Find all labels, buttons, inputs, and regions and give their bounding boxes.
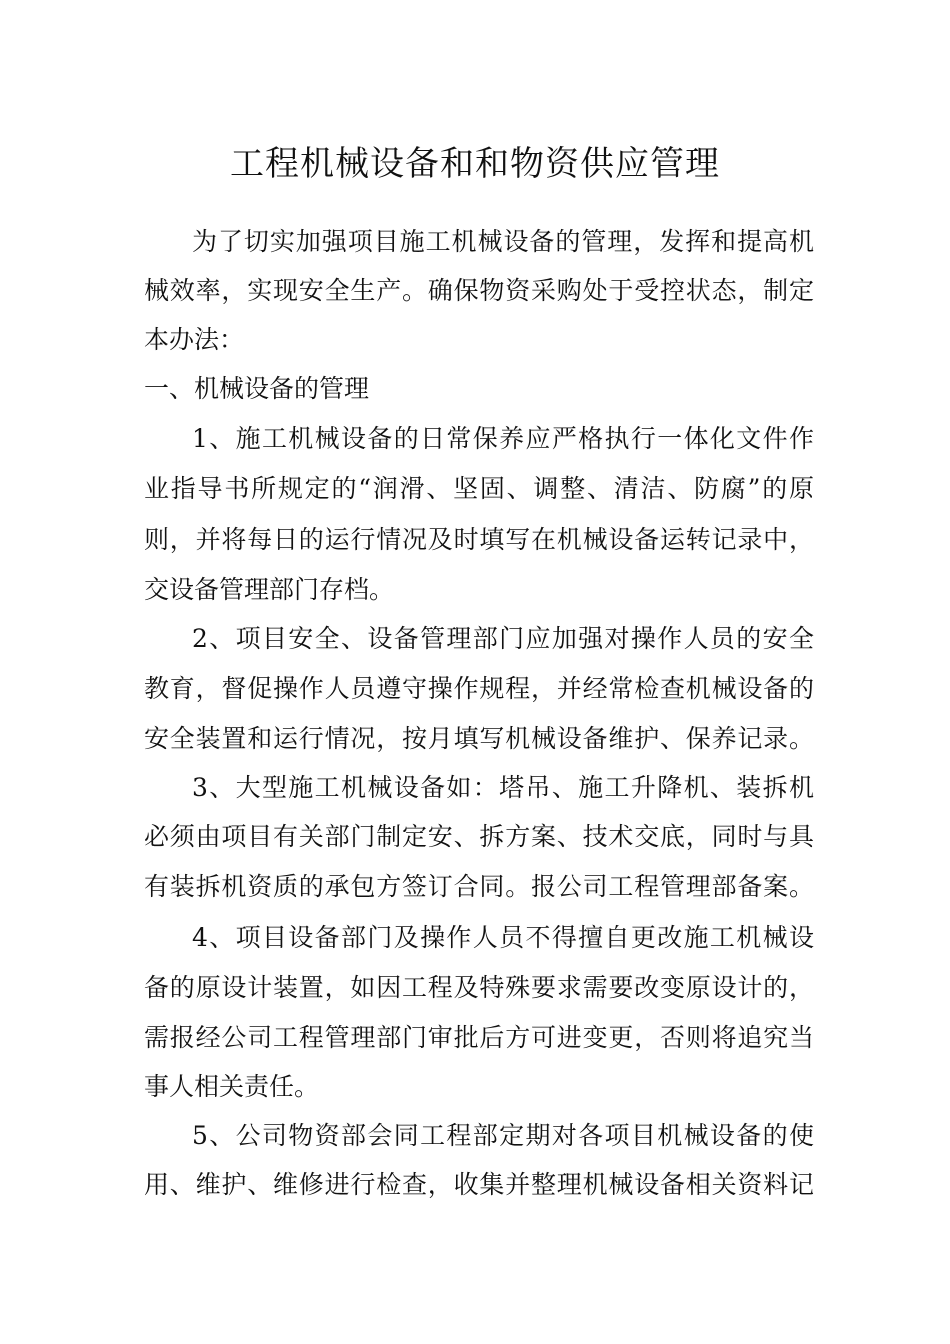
paragraph-line: 备的原设计装置，如因工程及特殊要求需要改变原设计的， — [144, 973, 814, 1002]
paragraph-line: 必须由项目有关部门制定安、拆方案、技术交底，同时与具 — [144, 822, 814, 851]
paragraph-line: 5、公司物资部会同工程部定期对各项目机械设备的使 — [192, 1121, 814, 1150]
paragraph-line: 1、施工机械设备的日常保养应严格执行一体化文件作 — [192, 424, 814, 453]
paragraph-line: 为了切实加强项目施工机械设备的管理，发挥和提高机 — [192, 227, 814, 256]
paragraph-line: 交设备管理部门存档。 — [144, 575, 395, 604]
paragraph-line: 则，并将每日的运行情况及时填写在机械设备运转记录中， — [144, 525, 814, 554]
section-heading: 一、机械设备的管理 — [144, 374, 370, 403]
paragraph-line: 4、项目设备部门及操作人员不得擅自更改施工机械设 — [192, 923, 814, 952]
paragraph-line: 需报经公司工程管理部门审批后方可进变更，否则将追究当 — [144, 1023, 814, 1052]
paragraph-line: 3、大型施工机械设备如：塔吊、施工升降机、装拆机 — [192, 773, 814, 802]
paragraph-line: 事人相关责任。 — [144, 1072, 320, 1101]
document-title: 工程机械设备和和物资供应管理 — [230, 144, 720, 184]
paragraph-line: 有装拆机资质的承包方签订合同。报公司工程管理部备案。 — [144, 872, 814, 901]
paragraph-line: 本办法： — [144, 325, 245, 354]
paragraph-line: 2、项目安全、设备管理部门应加强对操作人员的安全 — [192, 624, 814, 653]
paragraph-line: 业指导书所规定的“润滑、坚固、调整、清洁、防腐”的原 — [144, 474, 814, 503]
paragraph-line: 安全装置和运行情况，按月填写机械设备维护、保养记录。 — [144, 724, 814, 753]
paragraph-line: 械效率，实现安全生产。确保物资采购处于受控状态，制定 — [144, 276, 814, 305]
paragraph-line: 用、维护、维修进行检查，收集并整理机械设备相关资料记 — [144, 1170, 814, 1199]
paragraph-line: 教育，督促操作人员遵守操作规程，并经常检查机械设备的 — [144, 674, 814, 703]
